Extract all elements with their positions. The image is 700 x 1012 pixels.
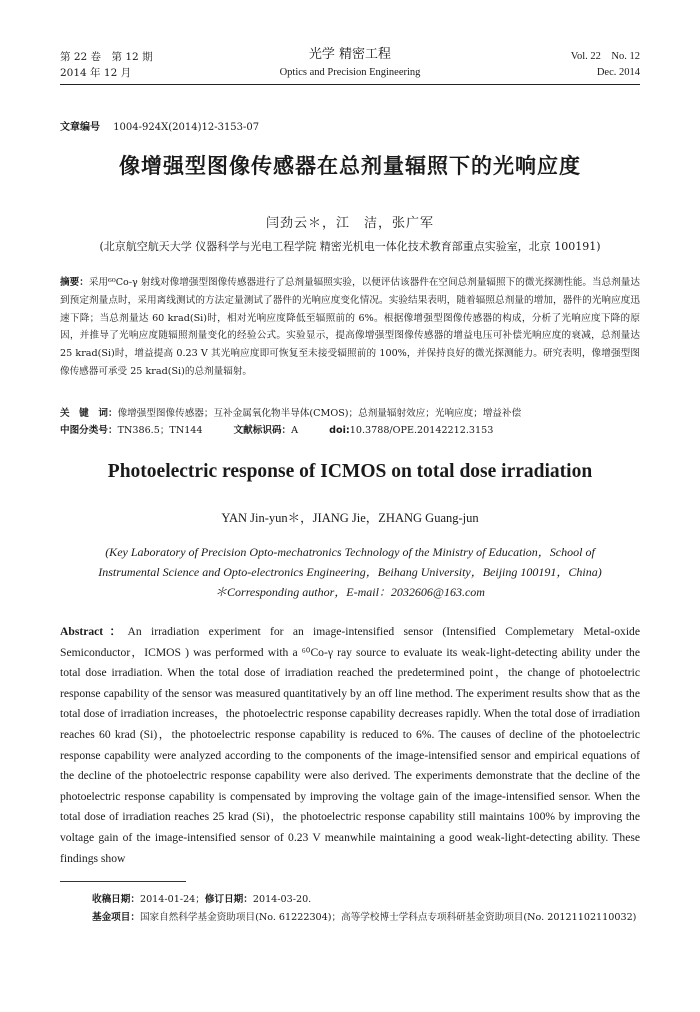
header-date: 2014 年 12 月 xyxy=(60,67,132,79)
doi-value: 10.3788/OPE.20142212.3153 xyxy=(349,425,494,436)
cn-classification xyxy=(60,422,640,440)
article-number xyxy=(60,118,259,133)
revised-label: 修订日期： xyxy=(204,894,253,905)
en-abstract-label: Abstract： xyxy=(60,625,128,638)
en-title: Photoelectric response of ICMOS on total dose irradiation xyxy=(107,461,593,482)
corresponding-author: ＊Corresponding author，E-mail：2032606@163.com xyxy=(215,585,485,599)
doc-code-value: A xyxy=(291,425,299,436)
en-affiliation-line-2: Instrumental Science and Opto-electronics Engineering，Beihang University，Beijing 100191，China) xyxy=(98,565,602,579)
header-rule xyxy=(60,84,640,85)
received-label: 收稿日期： xyxy=(92,894,140,905)
journal-name-en: Optics and Precision Engineering xyxy=(279,67,421,78)
en-abstract-text: An irradiation experiment for an image-intensified sensor (Intensified Complemetary Metal-oxide Semiconductor，ICMOS ) was performed with a ⁶⁰Co-γ ray source to evaluate its weak-light-detecting ability under the total dose irradiation. When the total dose of irradiation reached the predetermined point，the change of photoelectric response capability of the sensor was measured quantitatively by an off line method. The experiment results show that as the total dose of irradiation increases，the photoelectric response capability decreases rapidly. When the total dose of irradiation reaches 60 krad (Si)，the photoelectric response capability is reduced to 6%. The causes of decline of the photoelectric response capability were analyzed according to the components of the image-intensified sensor and empirical equations of the decline of the photoelectric response capability were also derived. The experiments demonstrate that the decline of the photoelectric response capability is compensated by improving the voltage gain of the image-intensified sensor. When the total dose of irradiation reaches 25 krad (Si)，the photoelectric response capability still maintains 100% by improving the voltage gain of the image-intensified sensor of 0.23 V meanwhile maintaining a good weak-light-detecting ability. These findings show xyxy=(60,625,640,865)
en-authors: YAN Jin-yun＊，JIANG Jie，ZHANG Guang-jun xyxy=(221,511,479,525)
article-number-value: 1004-924X(2014)12-3153-07 xyxy=(113,122,260,133)
header-volume: 第 22 卷 第 12 期 xyxy=(60,51,153,63)
clc-label: 中图分类号： xyxy=(60,425,118,436)
revised-date: 2014-03-20. xyxy=(252,894,312,905)
fund-label: 基金项目： xyxy=(92,912,140,923)
footnote-dates xyxy=(92,892,640,908)
cn-abstract-text: 采用⁶⁰Co-γ 射线对像增强型图像传感器进行了总剂量辐照实验，以便评估该器件在空间总剂量辐照下的微光探测性能。当总剂量达到预定剂量点时，采用离线测试的方法定量测试了器件的光响应度变化情况。实验结果表明，随着辐照总剂量的增加，器件的光响应度迅速下降；当总剂量达 60 krad(Si)时，相对光响应度降低至辐照前的 6%。根据像增强型图像传感器的构成，分析了光响应度下降的原因，并推导了光响应度随辐照剂量变化的经验公式。实验显示，提高像增强型图像传感器的增益电压可补偿光响应度的衰减，总剂量达 25 krad(Si)时，增益提高 0.23 V 其光响应度即可恢复至未接受辐照前的 100%，并保持良好的微光探测能力。研究表明，像增强型图像传感器可承受 25 krad(Si)的总剂量辐射。 xyxy=(60,277,641,377)
cn-keywords-text: 像增强型图像传感器；互补金属氧化物半导体(CMOS)；总剂量辐射效应；光响应度；增益补偿 xyxy=(117,408,522,419)
cn-abstract-label: 摘要： xyxy=(60,277,89,288)
cn-authors: 闫劲云＊，江 洁，张广军 xyxy=(265,216,434,231)
en-abstract xyxy=(60,622,640,869)
doc-code-label: 文献标识码： xyxy=(233,425,292,436)
header-vol-no: Vol. 22 No. 12 xyxy=(570,51,640,62)
en-affiliation-line-1: (Key Laboratory of Precision Opto-mechatronics Technology of the Ministry of Education，School of xyxy=(105,545,595,559)
cn-keywords-label: 关 键 词： xyxy=(60,408,118,419)
fund-text: 国家自然科学基金资助项目(No. 61222304)；高等学校博士学科点专项科研基金资助项目(No. 20121102110032) xyxy=(139,912,637,923)
cn-affiliation: (北京航空航天大学 仪器科学与光电工程学院 精密光机电一体化技术教育部重点实验室，北京 100191) xyxy=(99,240,601,253)
header-month: Dec. 2014 xyxy=(596,67,640,78)
cn-abstract xyxy=(60,274,640,381)
doi-label: doi: xyxy=(329,425,350,436)
footnote-rule xyxy=(60,881,186,882)
article-number-label: 文章编号 xyxy=(60,122,100,133)
clc-value: TN386.5；TN144 xyxy=(117,425,203,436)
footnote-funding xyxy=(92,910,640,926)
cn-title: 像增强型图像传感器在总剂量辐照下的光响应度 xyxy=(119,154,581,178)
cn-keywords xyxy=(60,405,640,423)
journal-name-cn: 光学 精密工程 xyxy=(308,47,392,62)
received-date: 2014-01-24； xyxy=(139,894,205,905)
